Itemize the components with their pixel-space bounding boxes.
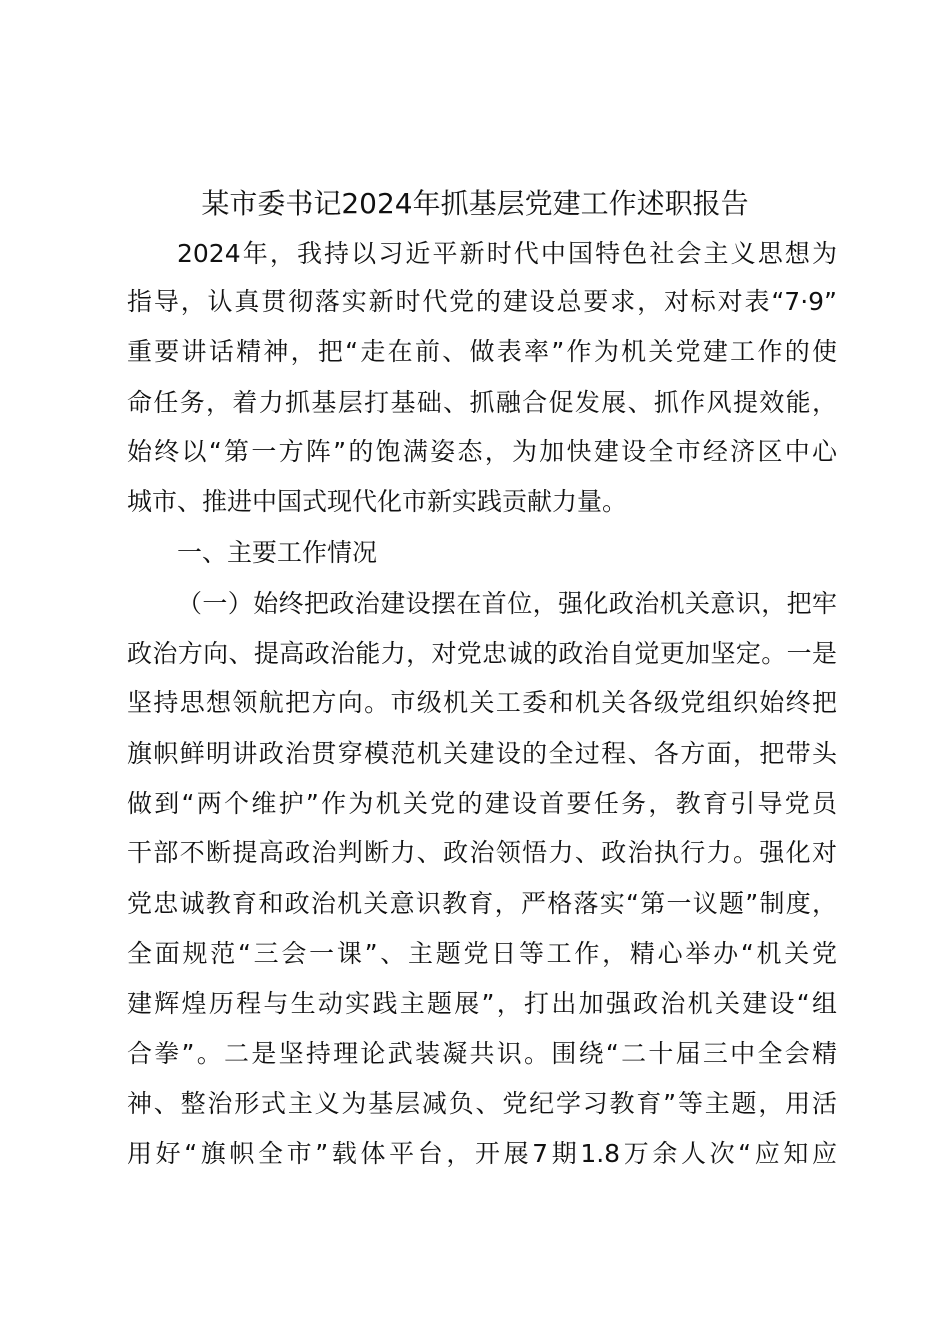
- document-title: 某市委书记2024年抓基层党建工作述职报告: [201, 187, 749, 220]
- paragraph-line: 神、整治形式主义为基层减负、党纪学习教育”等主题，用活: [127, 1089, 837, 1118]
- paragraph-line: 重要讲话精神，把“走在前、做表率”作为机关党建工作的使: [127, 337, 837, 366]
- paragraph-line: 旗帜鲜明讲政治贯穿模范机关建设的全过程、各方面，把带头: [127, 739, 837, 768]
- paragraph-line: 2024年，我持以习近平新时代中国特色社会主义思想为: [177, 239, 837, 268]
- paragraph-line: 干部不断提高政治判断力、政治领悟力、政治执行力。强化对: [127, 838, 837, 867]
- paragraph-line: 命任务，着力抓基层打基础、抓融合促发展、抓作风提效能，: [127, 388, 837, 417]
- paragraph-line: 指导，认真贯彻落实新时代党的建设总要求，对标对表“7·9”: [127, 287, 837, 316]
- paragraph-line: 用好“旗帜全市”载体平台，开展7期1.8万余人次“应知应: [127, 1139, 837, 1168]
- paragraph-line: 合拳”。二是坚持理论武装凝共识。围绕“二十届三中全会精: [127, 1039, 837, 1068]
- paragraph-line: （一）始终把政治建设摆在首位，强化政治机关意识，把牢: [177, 589, 837, 618]
- paragraph-line: 坚持思想领航把方向。市级机关工委和机关各级党组织始终把: [127, 688, 837, 717]
- paragraph-line: 全面规范“三会一课”、主题党日等工作，精心举办“机关党: [127, 939, 837, 968]
- paragraph-line: 城市、推进中国式现代化市新实践贡献力量。: [127, 487, 628, 516]
- paragraph-line: 始终以“第一方阵”的饱满姿态，为加快建设全市经济区中心: [127, 437, 837, 466]
- section-heading: 一、主要工作情况: [177, 538, 378, 567]
- paragraph-line: 建辉煌历程与生动实践主题展”，打出加强政治机关建设“组: [127, 989, 837, 1018]
- paragraph-line: 政治方向、提高政治能力，对党忠诚的政治自觉更加坚定。一是: [127, 639, 837, 668]
- paragraph-line: 做到“两个维护”作为机关党的建设首要任务，教育引导党员: [127, 789, 837, 818]
- paragraph-line: 党忠诚教育和政治机关意识教育，严格落实“第一议题”制度，: [127, 889, 837, 918]
